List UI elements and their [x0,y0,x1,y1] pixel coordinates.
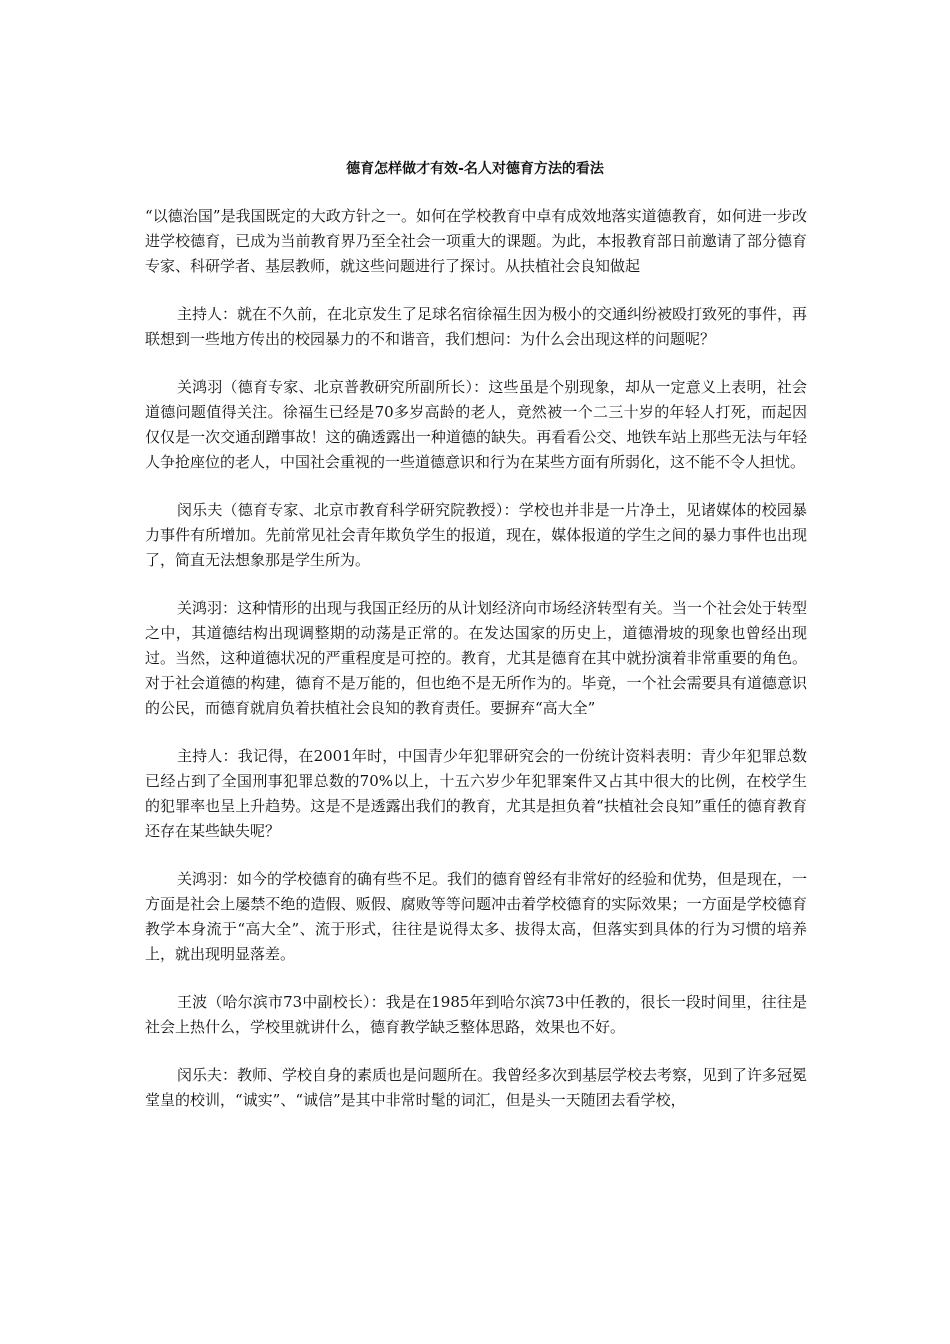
paragraph-wang-1: 王波（哈尔滨市73中副校长）：我是在1985年到哈尔滨73中任教的，很长一段时间里，往往是社会上热什么，学校里就讲什么，德育教学缺乏整体思路，效果也不好。 [145,993,807,1036]
paragraph-min-2: 闵乐夫：教师、学校自身的素质也是问题所在。我曾经多次到基层学校去考察，见到了许多冠冕堂皇的校训，“诚实”、“诚信”是其中非常时髦的词汇，但是头一天随团去看学校， [145,1066,808,1109]
paragraph-min-1: 闵乐夫（德育专家、北京市教育科学研究院教授）：学校也并非是一片净土，见诸媒体的校园暴力事件有所增加。先前常见社会青年欺负学生的报道，现在，媒体报道的学生之间的暴力事件也出现了，简直无法想象那是学生所为。 [145,501,807,569]
document-body [145,204,807,1136]
paragraph-guan-2: 关鸿羽：这种情形的出现与我国正经历的从计划经济向市场经济转型有关。当一个社会处于转型之中，其道德结构出现调整期的动荡是正常的。在发达国家的历史上，道德滑坡的现象也曾经出现过。当然，这种道德状况的严重程度是可控的。教育，尤其是德育在其中就扮演着非常重要的角色。对于社会道德的构建，德育不是万能的，但也绝不是无所作为的。毕竟，一个社会需要具有道德意识的公民，而德育就肩负着扶植社会良知的教育责任。要摒弃“高大全” [145,599,808,717]
paragraph-intro: “以德治国”是我国既定的大政方针之一。如何在学校教育中卓有成效地落实道德教育，如何进一步改进学校德育，已成为当前教育界乃至全社会一项重大的课题。为此，本报教育部日前邀请了部分德育专家、科研学者、基层教师，就这些问题进行了探讨。从扶植社会良知做起 [145,207,807,275]
paragraph-guan-1: 关鸿羽（德育专家、北京普教研究所副所长）：这些虽是个别现象，却从一定意义上表明，社会道德问题值得关注。徐福生已经是70多岁高龄的老人，竟然被一个二三十岁的年轻人打死，而起因仅仅是一次交通刮蹭事故！这的确透露出一种道德的缺失。再看看公交、地铁车站上那些无法与年轻人争抢座位的老人，中国社会重视的一些道德意识和行为在某些方面有所弱化，这不能不令人担忧。 [145,378,807,471]
document-title: 德育怎样做才有效-名人对德育方法的看法 [346,161,604,177]
paragraph-guan-3: 关鸿羽：如今的学校德育的确有些不足。我们的德育曾经有非常好的经验和优势，但是现在，一方面是社会上屡禁不绝的造假、贩假、腐败等等问题冲击着学校德育的实际效果；一方面是学校德育教学本身流于“高大全”、流于形式，往往是说得太多、拔得太高，但落实到具体的行为习惯的培养上，就出现明显落差。 [145,870,808,963]
paragraph-host-1: 主持人：就在不久前，在北京发生了足球名宿徐福生因为极小的交通纠纷被殴打致死的事件，再联想到一些地方传出的校园暴力的不和谐音，我们想问：为什么会出现这样的问题呢？ [145,305,808,348]
paragraph-host-2: 主持人：我记得，在2001年时，中国青少年犯罪研究会的一份统计资料表明：青少年犯罪总数已经占到了全国刑事犯罪总数的70%以上，十五六岁少年犯罪案件又占其中很大的比例，在校学生的犯罪率也呈上升趋势。这是不是透露出我们的教育，尤其是担负着“扶植社会良知”重任的德育教育还存在某些缺失呢？ [145,747,807,840]
